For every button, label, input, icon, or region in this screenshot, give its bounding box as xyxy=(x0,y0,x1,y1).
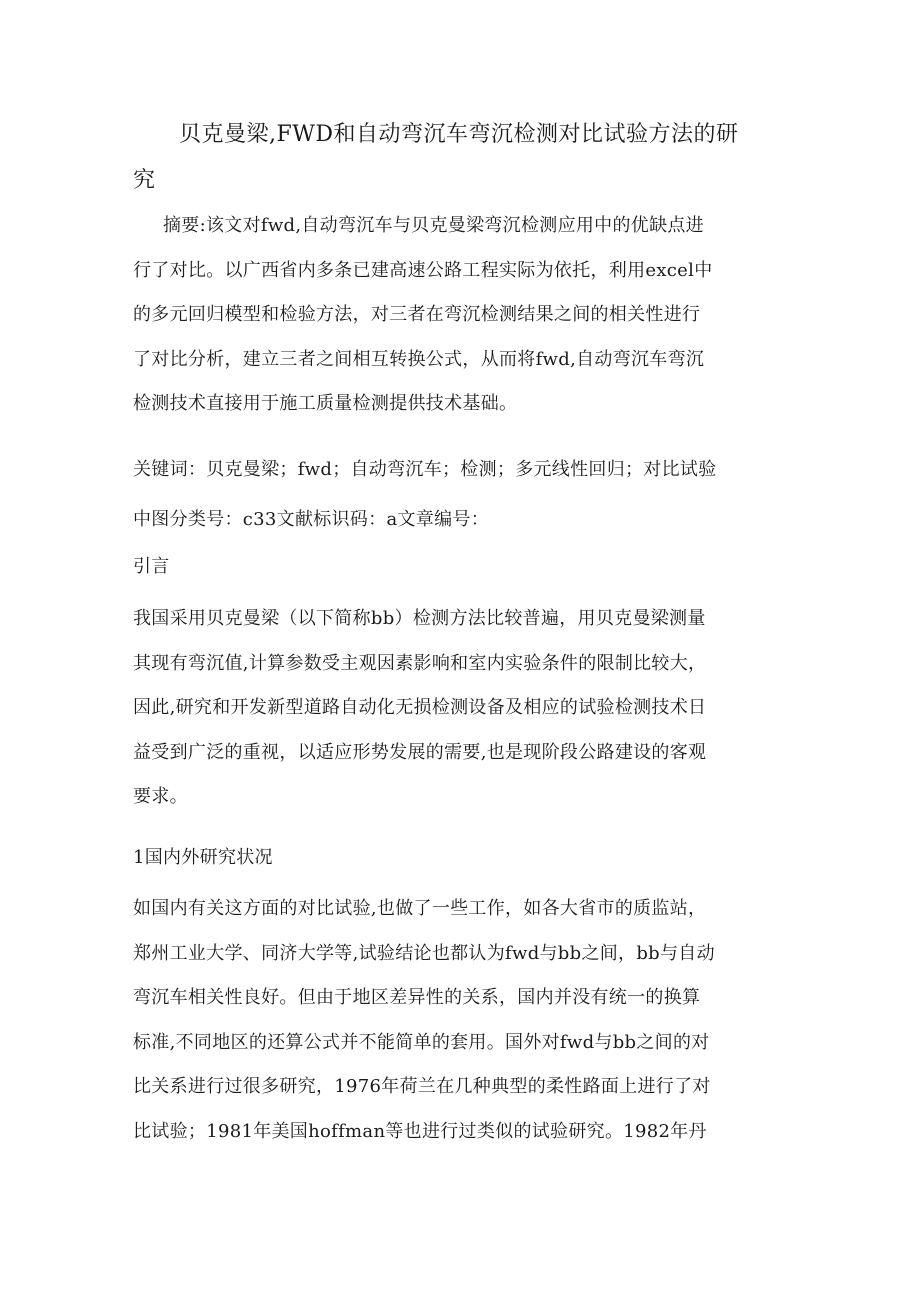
section-1-line: 比试验；1981年美国hoffman等也进行过类似的试验研究。1982年丹 xyxy=(133,1120,707,1142)
keywords-line: 关键词：贝克曼梁；fwd；自动弯沉车；检测；多元线性回归；对比试验 xyxy=(133,459,717,480)
section-1-line: 郑州工业大学、同济大学等,试验结论也都认为fwd与bb之间，bb与自动 xyxy=(133,942,715,964)
abstract-line: 的多元回归模型和检验方法，对三者在弯沉检测结果之间的相关性进行 xyxy=(133,304,701,326)
section-1-line: 弯沉车相关性良好。但由于地区差异性的关系，国内并没有统一的换算 xyxy=(133,987,701,1009)
section-1-line: 标准,不同地区的还算公式并不能简单的套用。国外对fwd与bb之间的对 xyxy=(133,1031,710,1053)
section-1-heading: 1国内外研究状况 xyxy=(133,847,273,868)
abstract-line: 行了对比。以广西省内多条已建高速公路工程实际为依托，利用excel中 xyxy=(133,259,713,281)
intro-line: 因此,研究和开发新型道路自动化无损检测设备及相应的试验检测技术日 xyxy=(133,697,707,719)
intro-line: 其现有弯沉值,计算参数受主观因素影响和室内实验条件的限制比较大， xyxy=(133,652,707,674)
section-1-paragraph xyxy=(133,887,793,1155)
abstract-line: 摘要:该文对fwd,自动弯沉车与贝克曼梁弯沉检测应用中的优缺点进 xyxy=(163,215,704,236)
intro-line: 益受到广泛的重视，以适应形势发展的需要,也是现阶段公路建设的客观 xyxy=(133,741,707,763)
title-line-2: 究 xyxy=(133,168,156,193)
abstract-line: 了对比分析，建立三者之间相互转换公式，从而将fwd,自动弯沉车弯沉 xyxy=(133,348,705,370)
intro-paragraph xyxy=(133,597,793,820)
intro-heading: 引言 xyxy=(133,556,170,577)
classification-line: 中图分类号：c33文献标识码：a文章编号： xyxy=(133,509,490,530)
intro-line: 我国采用贝克曼梁（以下简称bb）检测方法比较普遍，用贝克曼梁测量 xyxy=(133,608,706,629)
document-title xyxy=(133,112,793,204)
section-1-line: 如国内有关这方面的对比试验,也做了一些工作，如各大省市的质监站， xyxy=(133,898,707,919)
title-line-1: 贝克曼梁,FWD和自动弯沉车弯沉检测对比试验方法的研 xyxy=(179,122,739,147)
intro-line: 要求。 xyxy=(133,786,188,808)
section-1-line: 比关系进行过很多研究，1976年荷兰在几种典型的柔性路面上进行了对 xyxy=(133,1076,711,1098)
abstract-paragraph xyxy=(133,204,793,427)
abstract-line: 检测技术直接用于施工质量检测提供技术基础。 xyxy=(133,393,518,415)
